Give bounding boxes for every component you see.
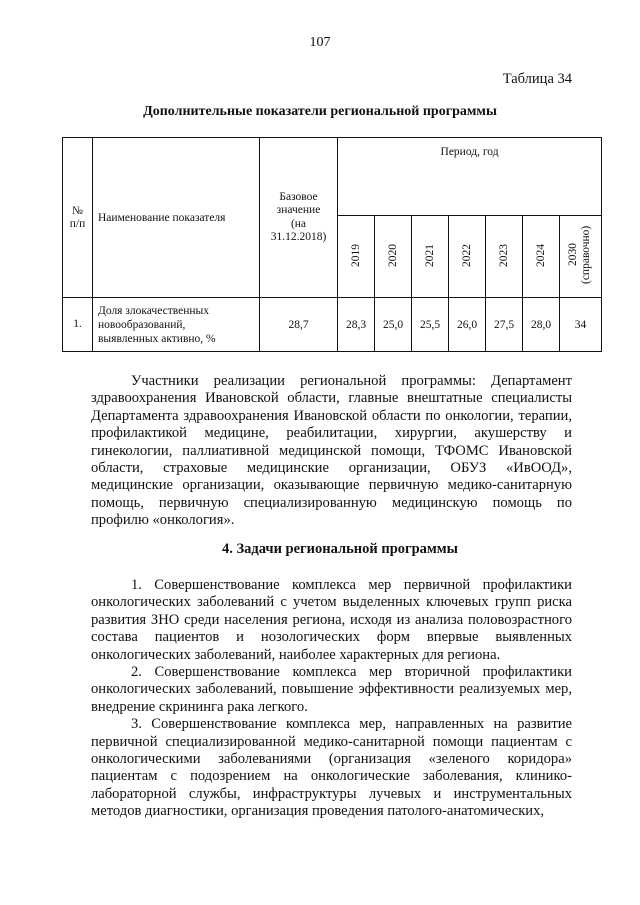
header-year-2024 [523, 216, 560, 298]
header-year-2020 [375, 216, 412, 298]
header-indicator-name [93, 138, 260, 298]
header-indicator-name-text: Наименование показателя [98, 211, 226, 224]
header-base-line3: (на [290, 217, 307, 230]
row-value-2024: 28,0 [523, 298, 560, 352]
year-label: 2024 [534, 243, 547, 267]
participants-paragraph [91, 373, 572, 530]
header-year-2023 [486, 216, 523, 298]
header-base-line1: Базовое [279, 190, 318, 203]
header-base-line4: 31.12.2018) [270, 231, 327, 243]
header-base-value [260, 138, 338, 298]
year-label: 2019 [349, 243, 362, 267]
row-value-2019: 28,3 [338, 298, 375, 352]
row-number: 1. [63, 298, 93, 352]
header-year-2030 [560, 216, 602, 298]
header-year-2019 [338, 216, 375, 298]
indicators-table [62, 137, 602, 352]
row-indicator-name [93, 298, 260, 352]
row-base-value: 28,7 [260, 298, 338, 352]
header-number-line1: № [72, 204, 83, 217]
row-name-line1: Доля злокачественных [98, 304, 209, 317]
row-value-2020: 25,0 [375, 298, 412, 352]
task-item-2: 2. Совершенствование комплекса мер вторичной профилактики онкологических заболеваний, повышение эффективности реализуемых мер, внедрение скрининга рака легкого. [91, 664, 572, 715]
task-item-1: 1. Совершенствование комплекса мер первичной профилактики онкологических заболеваний с учетом выделенных ключевых групп риска развития ЗНО среди населения региона, исходя из анализа половозрастного состава пациентов и нозологических форм впервые выявленных онкологических заболеваний, наиболее характерных для региона. [91, 577, 572, 663]
row-value-2023: 27,5 [486, 298, 523, 352]
row-value-2030: 34 [560, 298, 602, 352]
table-label: Таблица 34 [502, 71, 572, 87]
section-heading: 4. Задачи региональной программы [221, 541, 458, 557]
row-name-line2: новообразований, [98, 318, 186, 331]
header-year-2021 [412, 216, 449, 298]
header-number-line2: п/п [69, 217, 86, 230]
task-item-3: 3. Совершенствование комплекса мер, направленных на развитие первичной специализированной медико-санитарной помощи пациентам с онкологическими заболеваниями (организация «зеленого коридора» пациентам с подозрением на онкологические заболевания, клинико-лабораторной службы, инфраструктуры лучевых и инструментальных методов диагностики, организация проведения патолого-анатомических, [91, 716, 572, 820]
tasks-list [91, 577, 572, 821]
year-label: 2021 [423, 243, 436, 267]
year-label: 2023 [497, 243, 510, 267]
participants-text: Участники реализации региональной программы: Департамент здравоохранения Ивановской области, главные внештатные специалисты Департамента здравоохранения Ивановской области по онкологии, терапии, профилактикой медицине, реабилитации, хирургии, акушерству и гинекологии, паллиативной медицинской помощи, ТФОМС Ивановской области, страховые медицинские организации, ОБУЗ «ИвООД», медицинские организации, оказывающие первичную медико-санитарную помощь, первичную специализированную медицинскую помощь по профилю «онкология». [91, 373, 572, 529]
table-row [63, 298, 602, 352]
table-header-row [63, 138, 602, 216]
row-value-2021: 25,5 [412, 298, 449, 352]
table-title: Дополнительные показатели региональной программы [143, 104, 497, 119]
row-value-2022: 26,0 [449, 298, 486, 352]
row-name-line3: выявленных активно, % [98, 332, 216, 345]
header-base-line2: значение [276, 204, 321, 216]
header-number [63, 138, 93, 298]
page-number: 107 [309, 35, 331, 50]
header-period: Период, год [338, 138, 602, 216]
year-label: 2030 (справочно) [566, 225, 592, 285]
header-year-2022 [449, 216, 486, 298]
year-label: 2020 [386, 243, 399, 267]
year-label: 2022 [460, 243, 473, 267]
